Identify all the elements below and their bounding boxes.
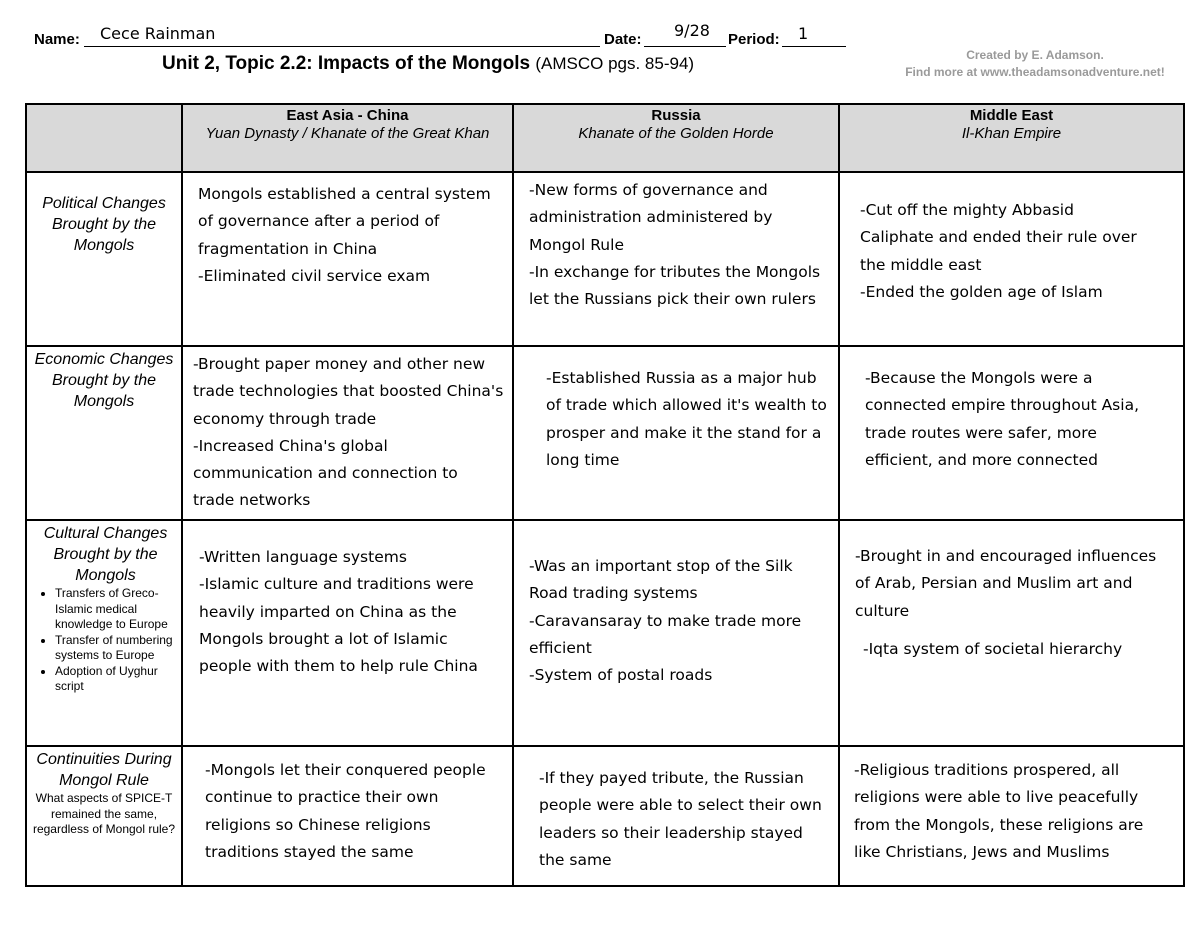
cell-political-middle-east[interactable]: -Cut off the mighty Abbasid Caliphate and ended their rule over the middle east -Ended the golden age of Islam bbox=[839, 172, 1184, 346]
header-row bbox=[26, 104, 1184, 172]
date-field[interactable] bbox=[644, 46, 726, 47]
student-info-line bbox=[34, 21, 874, 50]
column-header-middle-east: Middle East Il-Khan Empire bbox=[839, 104, 1184, 172]
cell-cultural-middle-east[interactable]: -Brought in and encouraged influences of Arab, Persian and Muslim art and culture -Iqta system of societal hierarchy bbox=[839, 520, 1184, 746]
impacts-table bbox=[25, 103, 1185, 887]
column-header-russia: Russia Khanate of the Golden Horde bbox=[513, 104, 839, 172]
cell-continuities-russia[interactable]: -If they payed tribute, the Russian people were able to select their own leaders so their leadership stayed the same bbox=[513, 746, 839, 886]
list-item: • Adoption of Uyghur script bbox=[55, 664, 178, 695]
cell-cultural-russia[interactable]: -Was an important stop of the Silk Road trading systems -Caravansaray to make trade more efficient -System of postal roads bbox=[513, 520, 839, 746]
cell-cultural-china[interactable]: -Written language systems -Islamic culture and traditions were heavily imparted on China as the Mongols brought a lot of Islamic people with them to help rule China bbox=[182, 520, 513, 746]
credit-website: Find more at www.theadamsonadventure.net! bbox=[905, 65, 1165, 79]
period-label: Period: bbox=[728, 31, 780, 48]
cultural-examples-list bbox=[33, 586, 178, 695]
date-label: Date: bbox=[604, 31, 642, 48]
date-value: 9/28 bbox=[674, 21, 710, 40]
cell-economic-russia[interactable]: -Established Russia as a major hub of trade which allowed it's wealth to prosper and make it the stand for a long time bbox=[513, 346, 839, 520]
cell-political-russia[interactable]: -New forms of governance and administration administered by Mongol Rule -In exchange for tributes the Mongols let the Russians pick their own rulers bbox=[513, 172, 839, 346]
row-economic bbox=[26, 346, 1184, 520]
continuities-prompt: What aspects of SPICE-T remained the same, regardless of Mongol rule? bbox=[32, 791, 176, 836]
name-value: Cece Rainman bbox=[100, 24, 216, 43]
cell-continuities-china[interactable]: -Mongols let their conquered people continue to practice their own religions so Chinese religions traditions stayed the same bbox=[182, 746, 513, 886]
row-label-political: Political Changes Brought by the Mongols bbox=[26, 172, 182, 346]
row-continuities bbox=[26, 746, 1184, 886]
cell-political-china[interactable]: Mongols established a central system of governance after a period of fragmentation in China -Eliminated civil service exam bbox=[182, 172, 513, 346]
corner-cell bbox=[26, 104, 182, 172]
title-pages: (AMSCO pgs. 85-94) bbox=[535, 54, 695, 73]
name-field[interactable] bbox=[84, 46, 600, 47]
credit-author: Created by E. Adamson. bbox=[966, 48, 1104, 62]
title-main: Unit 2, Topic 2.2: Impacts of the Mongols bbox=[162, 53, 531, 74]
list-item: • Transfers of Greco-Islamic medical knowledge to Europe bbox=[55, 586, 178, 633]
cell-economic-china[interactable]: -Brought paper money and other new trade technologies that boosted China's economy through trade -Increased China's global communication and connection to trade networks bbox=[182, 346, 513, 520]
cell-economic-middle-east[interactable]: -Because the Mongols were a connected empire throughout Asia, trade routes were safer, more efficient, and more connected bbox=[839, 346, 1184, 520]
name-label: Name: bbox=[34, 31, 80, 48]
row-label-continuities: Continuities During Mongol Rule What aspects of SPICE-T remained the same, regardless of Mongol rule? bbox=[26, 746, 182, 886]
row-cultural bbox=[26, 520, 1184, 746]
row-political bbox=[26, 172, 1184, 346]
period-value: 1 bbox=[798, 24, 809, 43]
row-label-economic: Economic Changes Brought by the Mongols bbox=[26, 346, 182, 520]
period-field[interactable] bbox=[782, 46, 846, 47]
credit-note bbox=[895, 47, 1175, 81]
list-item: • Transfer of numbering systems to Europe bbox=[55, 633, 178, 664]
row-label-cultural: Cultural Changes Brought by the Mongols • Transfers of Greco-Islamic medical knowledge to Europe • Transfer of numbering systems to Europe • Adoption of Uyghur script bbox=[26, 520, 182, 746]
column-header-china: East Asia - China Yuan Dynasty / Khanate of the Great Khan bbox=[182, 104, 513, 172]
cell-continuities-middle-east[interactable]: -Religious traditions prospered, all religions were able to live peacefully from the Mongols, these religions are like Christians, Jews and Muslims bbox=[839, 746, 1184, 886]
page-title bbox=[162, 53, 694, 75]
